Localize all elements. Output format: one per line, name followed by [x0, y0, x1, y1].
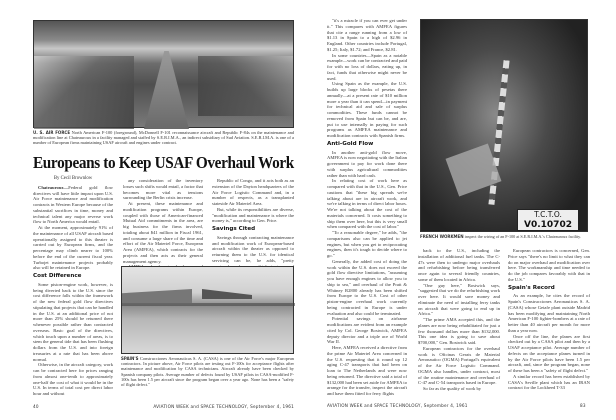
paragraph-text: In another anti-gold flow move, AMFEA is now negotiating with the Italian government to pay for work done there with surplus agricultural commodities rather than with hard cash.	[327, 149, 407, 178]
right-column-1	[327, 18, 407, 394]
paragraph-text: Federal gold flow directives will have little impact upon U.S. Air Force maintenance and modification contracts in Western Europe because of the substantial sacrifices in time, money and technical talent any major reverse work flow to North America would entail.	[33, 184, 113, 225]
photo3-caption: FRENCH WORKMEN inspect the wiring of an F-100 at S.E.R.I.M.A.'s Chateauroux facility.	[420, 234, 581, 239]
section-heading: Cost Difference	[33, 273, 82, 279]
paragraph	[418, 346, 500, 386]
paragraph-text: Otherwise, in the aircraft category, work can be contracted here for prices ranging from almost one-tenth to approximately one-half the cost of what it would be in the U.S. In terms of total cost per direct labor hour and without	[33, 362, 113, 396]
hangar-maintenance-line-photo	[33, 20, 294, 128]
paragraph	[123, 201, 203, 264]
paragraph	[418, 248, 500, 283]
right-footer: AVIATION WEEK and SPACE TECHNOLOGY, September 4, 1961	[327, 403, 468, 408]
paragraph-text: At the moment, approximately 91% of the maintenance of all USAF aircraft based operationally assigned to this theater is carried out by European firms, and the percentage may climb nearer to 100% before the end of the current fiscal year. Turbojet maintenance projects probably also will be retained in Europe.	[33, 225, 113, 271]
paragraph	[508, 374, 590, 391]
paragraph	[418, 317, 500, 346]
right-column-2	[418, 248, 500, 394]
paragraph-text: Generally, the added cost of doing the work within the U.S. does not exceed the gold flow directive limitations, "assuming you have enough engines to allow you to ship to sea," and overhaul of the Pratt & Whitney R2800 already has been shifted from Europe to the U.S. Cost of other piston-engine overhaul work currently being contracted in Europe is under evaluation and also could be terminated.	[327, 258, 407, 316]
paragraph	[418, 386, 500, 392]
paragraph	[327, 230, 407, 259]
paragraph	[327, 150, 407, 179]
photo1-caption: U. S. AIR FORCE North American F-100 (foreground), McDonnell F-101 reconnaissance aircraft and Republic F-84s on the maintenance and modification line at Chateauroux in a facility managed and staffed by S.E.R.I.M.A., an indirect subsidiary of Sud Aviation. S.E.R.I.M.A. is one of a number of European firms maintaining USAF aircraft and engines under contract.	[33, 130, 294, 146]
paragraph	[327, 18, 407, 53]
tcto-sign: T.C.T.O. V0.10702	[517, 209, 579, 231]
paragraph-text: "To a reasonable degree," he adds, "the comparisons also can be applied to jet engines, but when you get to reciprocating engines, then it's tough to decide where to go."	[327, 230, 407, 258]
byline: By Cecil Brownlow	[53, 176, 93, 181]
article-headline: Europeans to Keep USAF Overhaul Work	[33, 153, 294, 172]
paragraph-text: In relating cost of work here as compared with that in the U.S., Gen. Price cautions that "these big spreads we're talking about are in aircraft work, and we're talking in terms of direct labor hours. We're not talking about the cost of the materials concerned. It costs something to ship them over here, but this is very small when compared with the cost of labor."	[327, 178, 407, 230]
section-heading: Savings Cited	[212, 226, 256, 232]
paragraph	[508, 334, 590, 374]
paragraph-text: As an example, he cites the record of Spain's Construcciones Aeronauticas S. A. (CASA) whose Getafe plant outside Madrid has been modifying and maintaining North American F-100 fighter-bombers at a rate of better than 40 aircraft per month for more than a year now.	[508, 293, 590, 333]
paragraph	[33, 225, 113, 271]
paragraph	[33, 185, 113, 225]
paragraph	[327, 345, 407, 397]
french-workmen-wiring-photo	[420, 19, 588, 232]
paragraph-text: Using Spain as the example, the U.S. builds up large blocks of pesetas there annually—at a present rate of $10 million more a year than it can spend—in payment for technical aid and sale of surplus commodities. These funds cannot be removed from Spain but can be, and are, put to use internally in paying for such programs as AMFEA maintenance and modification contracts with Spanish firms.	[327, 81, 407, 138]
paragraph-text: Savings through contracting maintenance and modification work of European-based aircraft within the theater as opposed to returning them to the U.S. for identical servicing can be, he adds, "pretty	[212, 234, 294, 263]
left-column-3	[212, 178, 294, 264]
paragraph-text: Here, AMFEA received a directive from the prime Air Materiel Area concerned in the U.S. requesting that it round up 12 aging C-47 transports that had been on loan to The Netherlands and were now being returned. The directive said a total of $132,000 had been set aside for AMFEA to arrange for the transfer, inspect the aircraft and have them fitted for ferry flights	[327, 345, 407, 396]
paragraph-text: So far as the quality of work by	[423, 386, 482, 391]
left-page-number: 40	[33, 404, 39, 409]
paragraph	[418, 283, 500, 318]
paragraph-text: Some piston-engine work, however, is being diverted back to the U.S. since the cost difference falls within the framework of the new federal gold flow directives stipulating that projects that can be handled in the U.S. at an additional price of not more than 25% should be returned there whenever possible rather than contracted overseas. Basic goal of the directives, which touch upon a number of areas, is to stem the general tide that has been flushing dollars from the U.S. and into foreign treasuries at a rate that has been above normal.	[33, 281, 113, 362]
paragraph	[508, 293, 590, 333]
paragraph-text: Republic of Congo, and it acts both as an extension of the Dayton headquarters of the Air Force Logistic Command and, in a number of respects, as a transplanted stateside Air Materiel Area.	[212, 178, 294, 206]
paragraph	[327, 178, 407, 230]
paragraph	[327, 81, 407, 139]
left-column-1	[33, 176, 113, 397]
left-footer: AVIATION WEEK and SPACE TECHNOLOGY, September 4, 1961	[153, 404, 294, 409]
dateline: Chateauroux—	[38, 184, 69, 190]
paragraph	[123, 178, 203, 201]
paragraph	[327, 53, 407, 82]
paragraph-text: "One guy here," Bostwick says, "suggested that we do the refurbishing work over here. It would save money and eliminate the need of installing ferry tanks on aircraft that were going to end up in Africa."	[418, 282, 500, 317]
right-column-3	[508, 248, 590, 394]
paragraph-text: In some countries—Spain as a notable example—work can be contracted and paid for with no loss of dollars, eating up, in fact, funds that otherwise might never be used.	[327, 52, 407, 81]
paragraph	[33, 282, 113, 363]
section-heading: Anti-Gold Flow	[327, 140, 374, 147]
paragraph-text: back to the U.S., including the installation of additional fuel tanks. The C-47s were then to undergo major overhauls and refurbishing before being transferred once again to several friendly countries, some of them located in Africa.	[418, 248, 500, 282]
paragraph-text: A similar record has been established by CASA's Seville plant which has an IRAN contract for the Lockheed T-33	[508, 373, 590, 391]
paragraph-text: But, while its responsibilities are diverse, "modification and maintenance is where the money is," according to Gen. Price.	[212, 206, 294, 224]
paragraph-text: "it's a miracle if you can ever get under it." This compares with AMFEA figures that cite a range running from a low of $1.13 in Spain to a high of $2.96 in England. Other countries include Portugal, $1.25; Italy, $1.72; and France, $2.81.	[327, 18, 407, 52]
paragraph	[212, 207, 294, 224]
paragraph	[212, 178, 294, 207]
paragraph-text: European contractors is concerned, Gen. Price says "there's no limit to what they can do on major overhaul and modification over here. The workmanship and time needed to do the job compares favorably with that in the U.S."	[508, 248, 590, 282]
paragraph-text: any consideration of the inventory losses such shifts would entail, a factor that becomes more vital as tensions surrounding the Berlin crisis increase.	[123, 178, 203, 201]
paragraph	[33, 362, 113, 397]
paragraph-text: Potential savings on airframe modifications are evident from an example cited by Col. George Bostwick, AMFEA deputy director and a triple ace of World War II.	[327, 316, 407, 345]
section-heading: Spain's Record	[508, 284, 555, 291]
paragraph-text: European contractors for the overhaul work is Oficinas Gerais de Material Aeronautico (OGMA) Portugal's equivalent of the Air Force Logistic Command. OGMA also handles, under contract, most of the routine maintenance and overhaul of C-47 and C-54 transports based in Europe.	[418, 345, 500, 386]
paragraph	[327, 316, 407, 345]
paragraph-text: At present, these maintenance and modification programs within Europe, coupled with those of American-financed Mutual Aid commitments in the area, are big business for the firms involved, totaling about $41 million in Fiscal 1961, and consume a large share of the time and effort of the Air Materiel Force, European Area (AMFEA), which contracts for the projects and then acts as their general management agency.	[123, 201, 203, 264]
left-column-2	[123, 178, 203, 264]
paragraph-text: Once off the line, the planes are first checked out by a CASA pilot and then by a USAF acceptance pilot. Average number of defects on the acceptance planes turned in by the Air Force pilots have been 1.5 per aircraft, and, since the program began, none of these has been a "safety of flight defect."	[508, 333, 590, 373]
casa-f100-flightline-photo	[121, 266, 294, 354]
paragraph	[508, 248, 590, 283]
paragraph-text: "The prime AMA accepted this, and the planes are now being rehabilitated for just a few thousand dollars more than $132,000. This one idea is going to save about $700,000," Gen. Bostwick said.	[418, 317, 500, 345]
photo2-caption: SPAIN'S Construcciones Aeronauticas S. A. (CASA) is one of the Air Force's major European contractors. In picture above, Air Force pilots are testing out F-100s for acceptance flights after maintenance and modification by CASA technicians. Aircraft already have been checked by Spanish company pilots. Average number of defects found by USAF pilots in CASA-modified F-100s has been 1.5 per aircraft since the program began over a year ago. None has been a "safety of flight defect."	[121, 356, 294, 388]
paragraph	[327, 259, 407, 317]
right-page-number: 83	[580, 403, 586, 408]
